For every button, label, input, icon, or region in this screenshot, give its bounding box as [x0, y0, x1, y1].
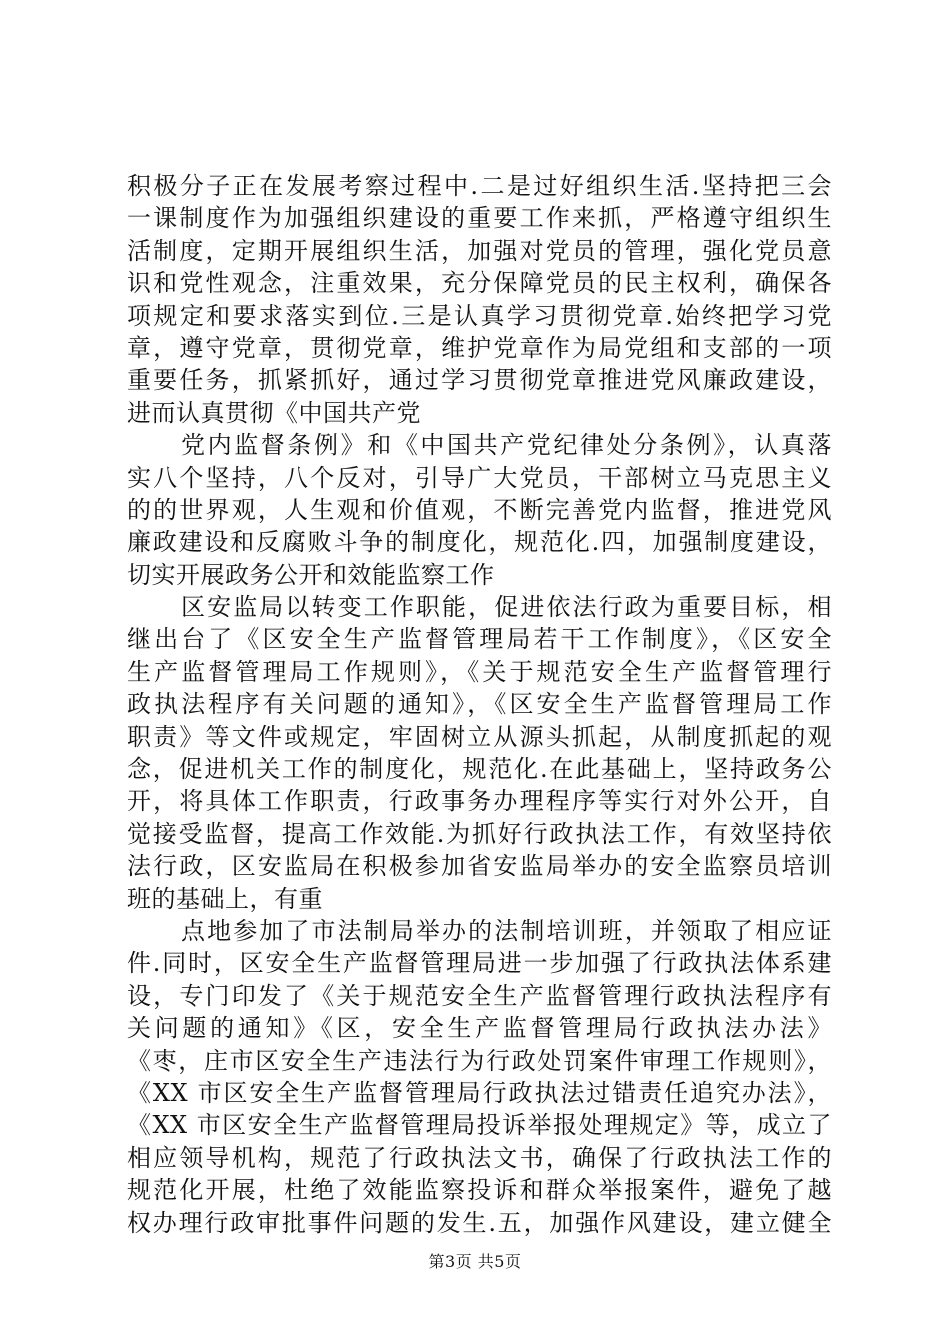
text-line: 职责》等文件或规定，牢固树立从源头抓起，从制度抓起的观: [127, 722, 832, 751]
page-footer: 第3页 共5页: [428, 1252, 522, 1271]
text-line: 政执法程序有关问题的通知》，《区安全生产监督管理局工作: [127, 690, 832, 719]
text-line: 念，促进机关工作的制度化，规范化.在此基础上，坚持政务公: [127, 755, 832, 784]
text-line: 区安监局以转变工作职能，促进依法行政为重要目标，相: [181, 593, 832, 622]
text-line: 活制度，定期开展组织生活，加强对党员的管理，强化党员意: [127, 236, 832, 265]
text-line: 件.同时，区安全生产监督管理局进一步加强了行政执法体系建: [127, 949, 832, 978]
text-line: 点地参加了市法制局举办的法制培训班，并领取了相应证: [181, 916, 832, 945]
text-line: 法行政，区安监局在积极参加省安监局举办的安全监察员培训: [127, 852, 832, 881]
text-line: 设，专门印发了《关于规范安全生产监督管理行政执法程序有: [127, 981, 832, 1010]
text-line: 关问题的通知》《区，安全生产监督管理局行政执法办法》: [127, 1014, 832, 1043]
document-body: [127, 170, 832, 1239]
text-line: 积极分子正在发展考察过程中.二是过好组织生活.坚持把三会: [127, 172, 832, 200]
text-line: 《枣，庄市区安全生产违法行为行政处罚案件审理工作规则》，: [127, 1046, 832, 1075]
text-line: 班的基础上，有重: [127, 884, 323, 913]
text-line: 规范化开展，杜绝了效能监察投诉和群众举报案件，避免了越: [127, 1176, 832, 1205]
text-line: 的的世界观，人生观和价值观，不断完善党内监督，推进党风: [127, 495, 832, 524]
text-line: 继出台了《区安全生产监督管理局若干工作制度》，《区安全: [127, 625, 832, 654]
text-line: 开，将具体工作职责，行政事务办理程序等实行对外公开，自: [127, 787, 832, 816]
text-line: 生产监督管理局工作规则》，《关于规范安全生产监督管理行: [127, 657, 832, 686]
text-line: 章，遵守党章，贯彻党章，维护党章作为局党组和支部的一项: [127, 333, 832, 362]
text-line: 进而认真贯彻《中国共产党: [127, 398, 421, 427]
text-line: 党内监督条例》和《中国共产党纪律处分条例》，认真落: [181, 431, 832, 460]
text-line: 相应领导机构，规范了行政执法文书，确保了行政执法工作的: [127, 1143, 832, 1172]
text-line: 廉政建设和反腐败斗争的制度化，规范化.四，加强制度建设，: [127, 528, 832, 557]
text-line: 项规定和要求落实到位.三是认真学习贯彻党章.始终把学习党: [127, 301, 832, 330]
text-line: 《XX 市区安全生产监督管理局投诉举报处理规定》等，成立了: [127, 1111, 832, 1140]
text-line: 重要任务，抓紧抓好，通过学习贯彻党章推进党风廉政建设，: [127, 366, 832, 395]
text-line: 权办理行政审批事件问题的发生.五，加强作风建设，建立健全: [127, 1208, 832, 1237]
text-line: 一课制度作为加强组织建设的重要工作来抓，严格遵守组织生: [127, 204, 832, 233]
text-line: 《XX 市区安全生产监督管理局行政执法过错责任追究办法》，: [127, 1078, 832, 1107]
text-line: 实八个坚持，八个反对，引导广大党员，干部树立马克思主义: [127, 463, 832, 492]
text-line: 识和党性观念，注重效果，充分保障党员的民主权利，确保各: [127, 269, 832, 298]
text-line: 切实开展政务公开和效能监察工作: [127, 560, 495, 589]
text-line: 觉接受监督，提高工作效能.为抓好行政执法工作，有效坚持依: [127, 819, 832, 848]
